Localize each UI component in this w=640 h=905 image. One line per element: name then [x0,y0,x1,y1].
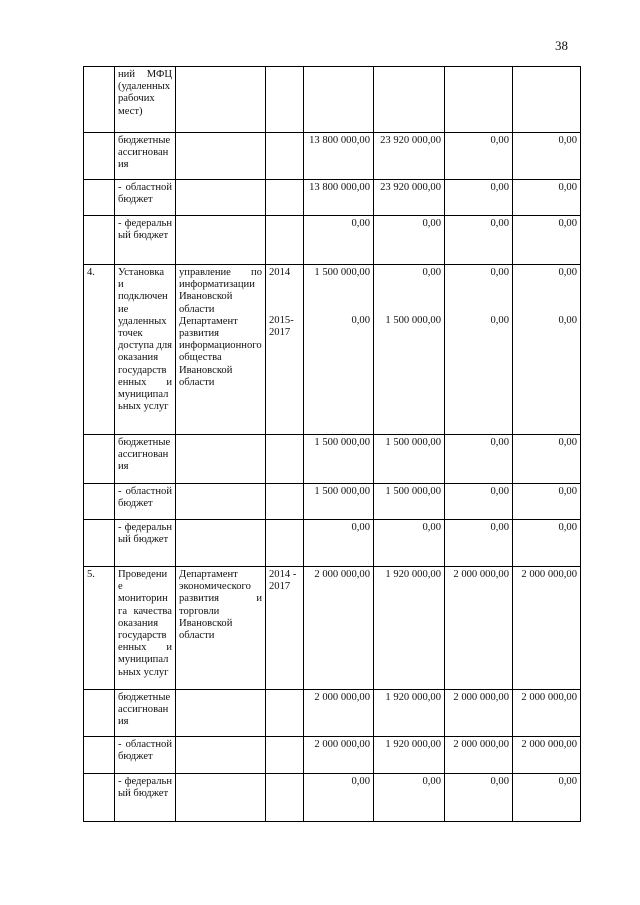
amount-value: 1 920 000,00 [385,569,441,580]
executor-cell [176,265,266,435]
amount-cell [445,690,513,737]
executor-cell [176,567,266,690]
table-row [84,435,581,484]
amount-value: 0,00 [490,776,509,787]
period-cell [266,180,304,216]
executor-cell [176,180,266,216]
amount-value: 0,00 [490,182,509,193]
amount-cell [445,265,513,435]
amount-value: 0,00 [558,218,577,229]
amount-cell [513,520,581,567]
amount-value: 2 000 000,00 [521,692,577,703]
measure-name-cell: бюджетные ассигнован ия [115,133,176,180]
amount-cell [513,133,581,180]
period-cell [266,133,304,180]
amount-cell [445,737,513,774]
amount-cell [513,435,581,484]
amount-value: 2 000 000,00 [521,569,577,580]
amount-cell [374,484,445,520]
amount-value: 1 920 000,00 [385,692,441,703]
page-number: 38 [555,38,568,53]
amount-value: 0,00 [351,522,370,533]
amount-value: 0,00 [558,522,577,533]
measure-name-cell: - федеральн ый бюджет [115,216,176,265]
amount-cell [513,774,581,822]
amount-cell [445,435,513,484]
amount-cell [304,484,374,520]
amount-cell [513,67,581,133]
measure-name-cell: - областной бюджет [115,484,176,520]
row-number-cell [84,435,115,484]
amount-value: 0,00 [490,437,509,448]
row-number-cell [84,520,115,567]
table-row [84,520,581,567]
amount-cell [304,690,374,737]
period-value: 2014 [269,267,291,278]
table-row [84,774,581,822]
amount-cell [304,133,374,180]
executor-cell [176,520,266,567]
amount-value: 1 500 000,00 [314,486,370,497]
amount-cell [304,67,374,133]
row-number-cell [84,180,115,216]
measure-name-cell: ний МФЦ (удаленных рабочих мест) [115,67,176,133]
budget-table [83,66,581,822]
executor-cell [176,690,266,737]
amount-cell [445,133,513,180]
table-row [84,690,581,737]
measure-name-cell: - федеральн ый бюджет [115,774,176,822]
row-number-cell: 5. [84,567,115,690]
amount-value: 0,00 [490,522,509,533]
amount-value: 2 000 000,00 [314,569,370,580]
period-cell [266,774,304,822]
amount-cell [445,520,513,567]
measure-name-cell: бюджетные ассигнован ия [115,690,176,737]
period-value: 2014 - 2017 [269,569,297,593]
row-number-cell [84,133,115,180]
measure-name-cell: Проведени е мониторин га качества оказания государств енных и муниципал ьных услуг [115,567,176,690]
amount-value: 0,00 [422,218,441,229]
executor-cell [176,774,266,822]
amount-value: 2 000 000,00 [453,739,509,750]
amount-cell [445,484,513,520]
amount-value: 2 000 000,00 [453,692,509,703]
amount-value: 1 500 000,00 [385,486,441,497]
amount-value: 13 800 000,00 [309,182,370,193]
period-value: 2015-2017 [269,315,294,339]
executor-value: управление по информатизации Ивановской области [179,267,262,315]
executor-cell [176,216,266,265]
executor-cell [176,67,266,133]
measure-name-cell: - областной бюджет [115,180,176,216]
amount-cell [304,265,374,435]
amount-value: 0,00 [351,315,370,327]
amount-cell [513,180,581,216]
period-cell [266,265,304,435]
amount-value: 2 000 000,00 [314,739,370,750]
measure-name-cell: бюджетные ассигнован ия [115,435,176,484]
amount-cell [374,690,445,737]
amount-cell [374,67,445,133]
amount-value: 0,00 [558,135,577,146]
amount-value: 2 000 000,00 [521,739,577,750]
measure-name-cell: Установка и подключен ие удаленных точек доступа для оказания государств енных и муниципал ьных услуг [115,265,176,435]
amount-cell [304,567,374,690]
executor-cell [176,484,266,520]
row-number-cell [84,216,115,265]
amount-cell [513,484,581,520]
amount-value: 0,00 [558,182,577,193]
table-row [84,567,581,690]
amount-value: 2 000 000,00 [453,569,509,580]
amount-value: 0,00 [558,267,577,278]
executor-value: Департамент развития информационного общества Ивановской области [179,315,262,388]
row-number-cell: 4. [84,265,115,435]
amount-value: 0,00 [490,486,509,497]
amount-value: 1 500 000,00 [314,267,370,278]
amount-cell [374,133,445,180]
period-cell [266,67,304,133]
amount-value: 0,00 [351,218,370,229]
amount-value: 0,00 [558,776,577,787]
amount-value: 0,00 [558,315,577,327]
table-row [84,216,581,265]
amount-value: 0,00 [422,776,441,787]
table-row [84,67,581,133]
table-row [84,133,581,180]
executor-cell [176,435,266,484]
amount-value: 0,00 [422,267,441,278]
executor-cell [176,737,266,774]
period-cell [266,567,304,690]
measure-name-cell: - федеральн ый бюджет [115,520,176,567]
amount-value: 23 920 000,00 [380,182,441,193]
row-number-cell [84,67,115,133]
amount-cell [445,180,513,216]
period-cell [266,520,304,567]
table-row [84,484,581,520]
amount-value: 0,00 [490,218,509,229]
amount-cell [513,567,581,690]
amount-cell [445,774,513,822]
amount-value: 23 920 000,00 [380,135,441,146]
amount-value: 1 500 000,00 [385,437,441,448]
amount-value: 1 500 000,00 [385,315,441,327]
amount-value: 0,00 [351,776,370,787]
amount-cell [374,774,445,822]
amount-value: 0,00 [490,267,509,278]
amount-value: 0,00 [558,486,577,497]
amount-cell [304,216,374,265]
amount-cell [304,435,374,484]
table-row [84,180,581,216]
executor-cell [176,133,266,180]
amount-value: 0,00 [558,437,577,448]
amount-value: 1 500 000,00 [314,437,370,448]
amount-cell [374,435,445,484]
table-row [84,737,581,774]
amount-cell [513,216,581,265]
period-cell [266,690,304,737]
amount-cell [304,180,374,216]
amount-value: 13 800 000,00 [309,135,370,146]
amount-value: 0,00 [422,522,441,533]
row-number-cell [84,737,115,774]
amount-cell [374,520,445,567]
amount-cell [374,216,445,265]
amount-cell [445,567,513,690]
table-row [84,265,581,435]
amount-cell [374,180,445,216]
amount-cell [304,520,374,567]
amount-cell [374,265,445,435]
amount-cell [304,774,374,822]
amount-cell [374,737,445,774]
period-cell [266,737,304,774]
row-number-cell [84,774,115,822]
amount-cell [513,690,581,737]
amount-cell [374,567,445,690]
amount-value: 1 920 000,00 [385,739,441,750]
amount-cell [513,737,581,774]
row-number-cell [84,690,115,737]
amount-value: 2 000 000,00 [314,692,370,703]
amount-cell [513,265,581,435]
executor-value: Департамент экономического развития и торговли Ивановской области [179,569,262,642]
amount-cell [445,67,513,133]
amount-value: 0,00 [490,315,509,327]
row-number-cell [84,484,115,520]
amount-value: 0,00 [490,135,509,146]
amount-cell [445,216,513,265]
measure-name-cell: - областной бюджет [115,737,176,774]
period-cell [266,216,304,265]
amount-cell [304,737,374,774]
period-cell [266,435,304,484]
period-cell [266,484,304,520]
